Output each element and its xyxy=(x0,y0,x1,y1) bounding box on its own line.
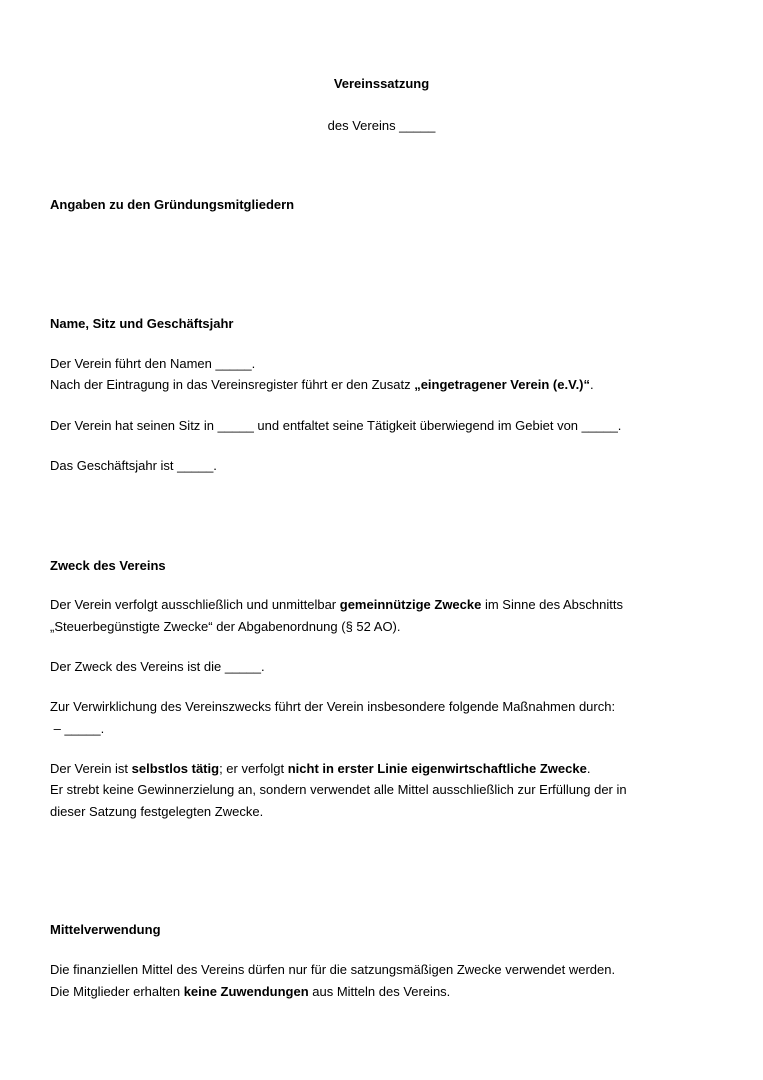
paragraph-line: Zur Verwirklichung des Vereinszwecks führt der Verein insbesondere folgende Maßnahmen durch: xyxy=(50,699,616,714)
bold-text: selbstlos tätig xyxy=(131,761,220,776)
section-heading-name: Name, Sitz und Geschäftsjahr xyxy=(50,316,234,331)
document-subtitle: des Vereins _____ xyxy=(327,118,436,133)
text: ; er verfolgt xyxy=(219,761,288,776)
text: aus Mitteln des Vereins. xyxy=(308,984,451,999)
text: Der Verein verfolgt ausschließlich und unmittelbar xyxy=(50,597,340,612)
paragraph-line xyxy=(50,984,450,1000)
paragraph-line xyxy=(50,597,623,613)
section-heading-funds: Mittelverwendung xyxy=(50,922,161,937)
text: Der Verein ist xyxy=(50,761,132,776)
text: . xyxy=(590,377,594,392)
paragraph-line: „Steuerbegünstigte Zwecke“ der Abgabenordnung (§ 52 AO). xyxy=(50,619,401,634)
bold-text: nicht in erster Linie eigenwirtschaftliche Zwecke xyxy=(287,761,587,776)
list-item: – _____. xyxy=(50,721,105,736)
bold-text: keine Zuwendungen xyxy=(183,984,309,999)
paragraph-line: dieser Satzung festgelegten Zwecke. xyxy=(50,804,264,819)
paragraph-line: Er strebt keine Gewinnerzielung an, sondern verwendet alle Mittel ausschließlich zur Erfüllung der in xyxy=(50,782,627,797)
bold-text: „eingetragener Verein (e.V.)“ xyxy=(414,377,591,392)
document-title: Vereinssatzung xyxy=(333,76,430,91)
text: . xyxy=(586,761,591,776)
text: Die Mitglieder erhalten xyxy=(50,984,184,999)
bold-text: gemeinnützige Zwecke xyxy=(339,597,482,612)
paragraph-line: Die finanziellen Mittel des Vereins dürfen nur für die satzungsmäßigen Zwecke verwendet werden. xyxy=(50,962,616,977)
section-heading-founders: Angaben zu den Gründungsmitgliedern xyxy=(50,197,295,212)
paragraph-line: Der Verein hat seinen Sitz in _____ und entfaltet seine Tätigkeit überwiegend im Gebiet von _____. xyxy=(50,418,622,433)
paragraph-line: Der Zweck des Vereins ist die _____. xyxy=(50,659,265,674)
text: im Sinne des Abschnitts xyxy=(481,597,623,612)
paragraph-line: Das Geschäftsjahr ist _____. xyxy=(50,458,217,473)
section-heading-purpose: Zweck des Vereins xyxy=(50,558,166,573)
text: Nach der Eintragung in das Vereinsregister führt er den Zusatz xyxy=(50,377,415,392)
paragraph-line xyxy=(50,761,590,777)
paragraph-line: Der Verein führt den Namen _____. xyxy=(50,356,256,371)
paragraph-line xyxy=(50,377,594,393)
